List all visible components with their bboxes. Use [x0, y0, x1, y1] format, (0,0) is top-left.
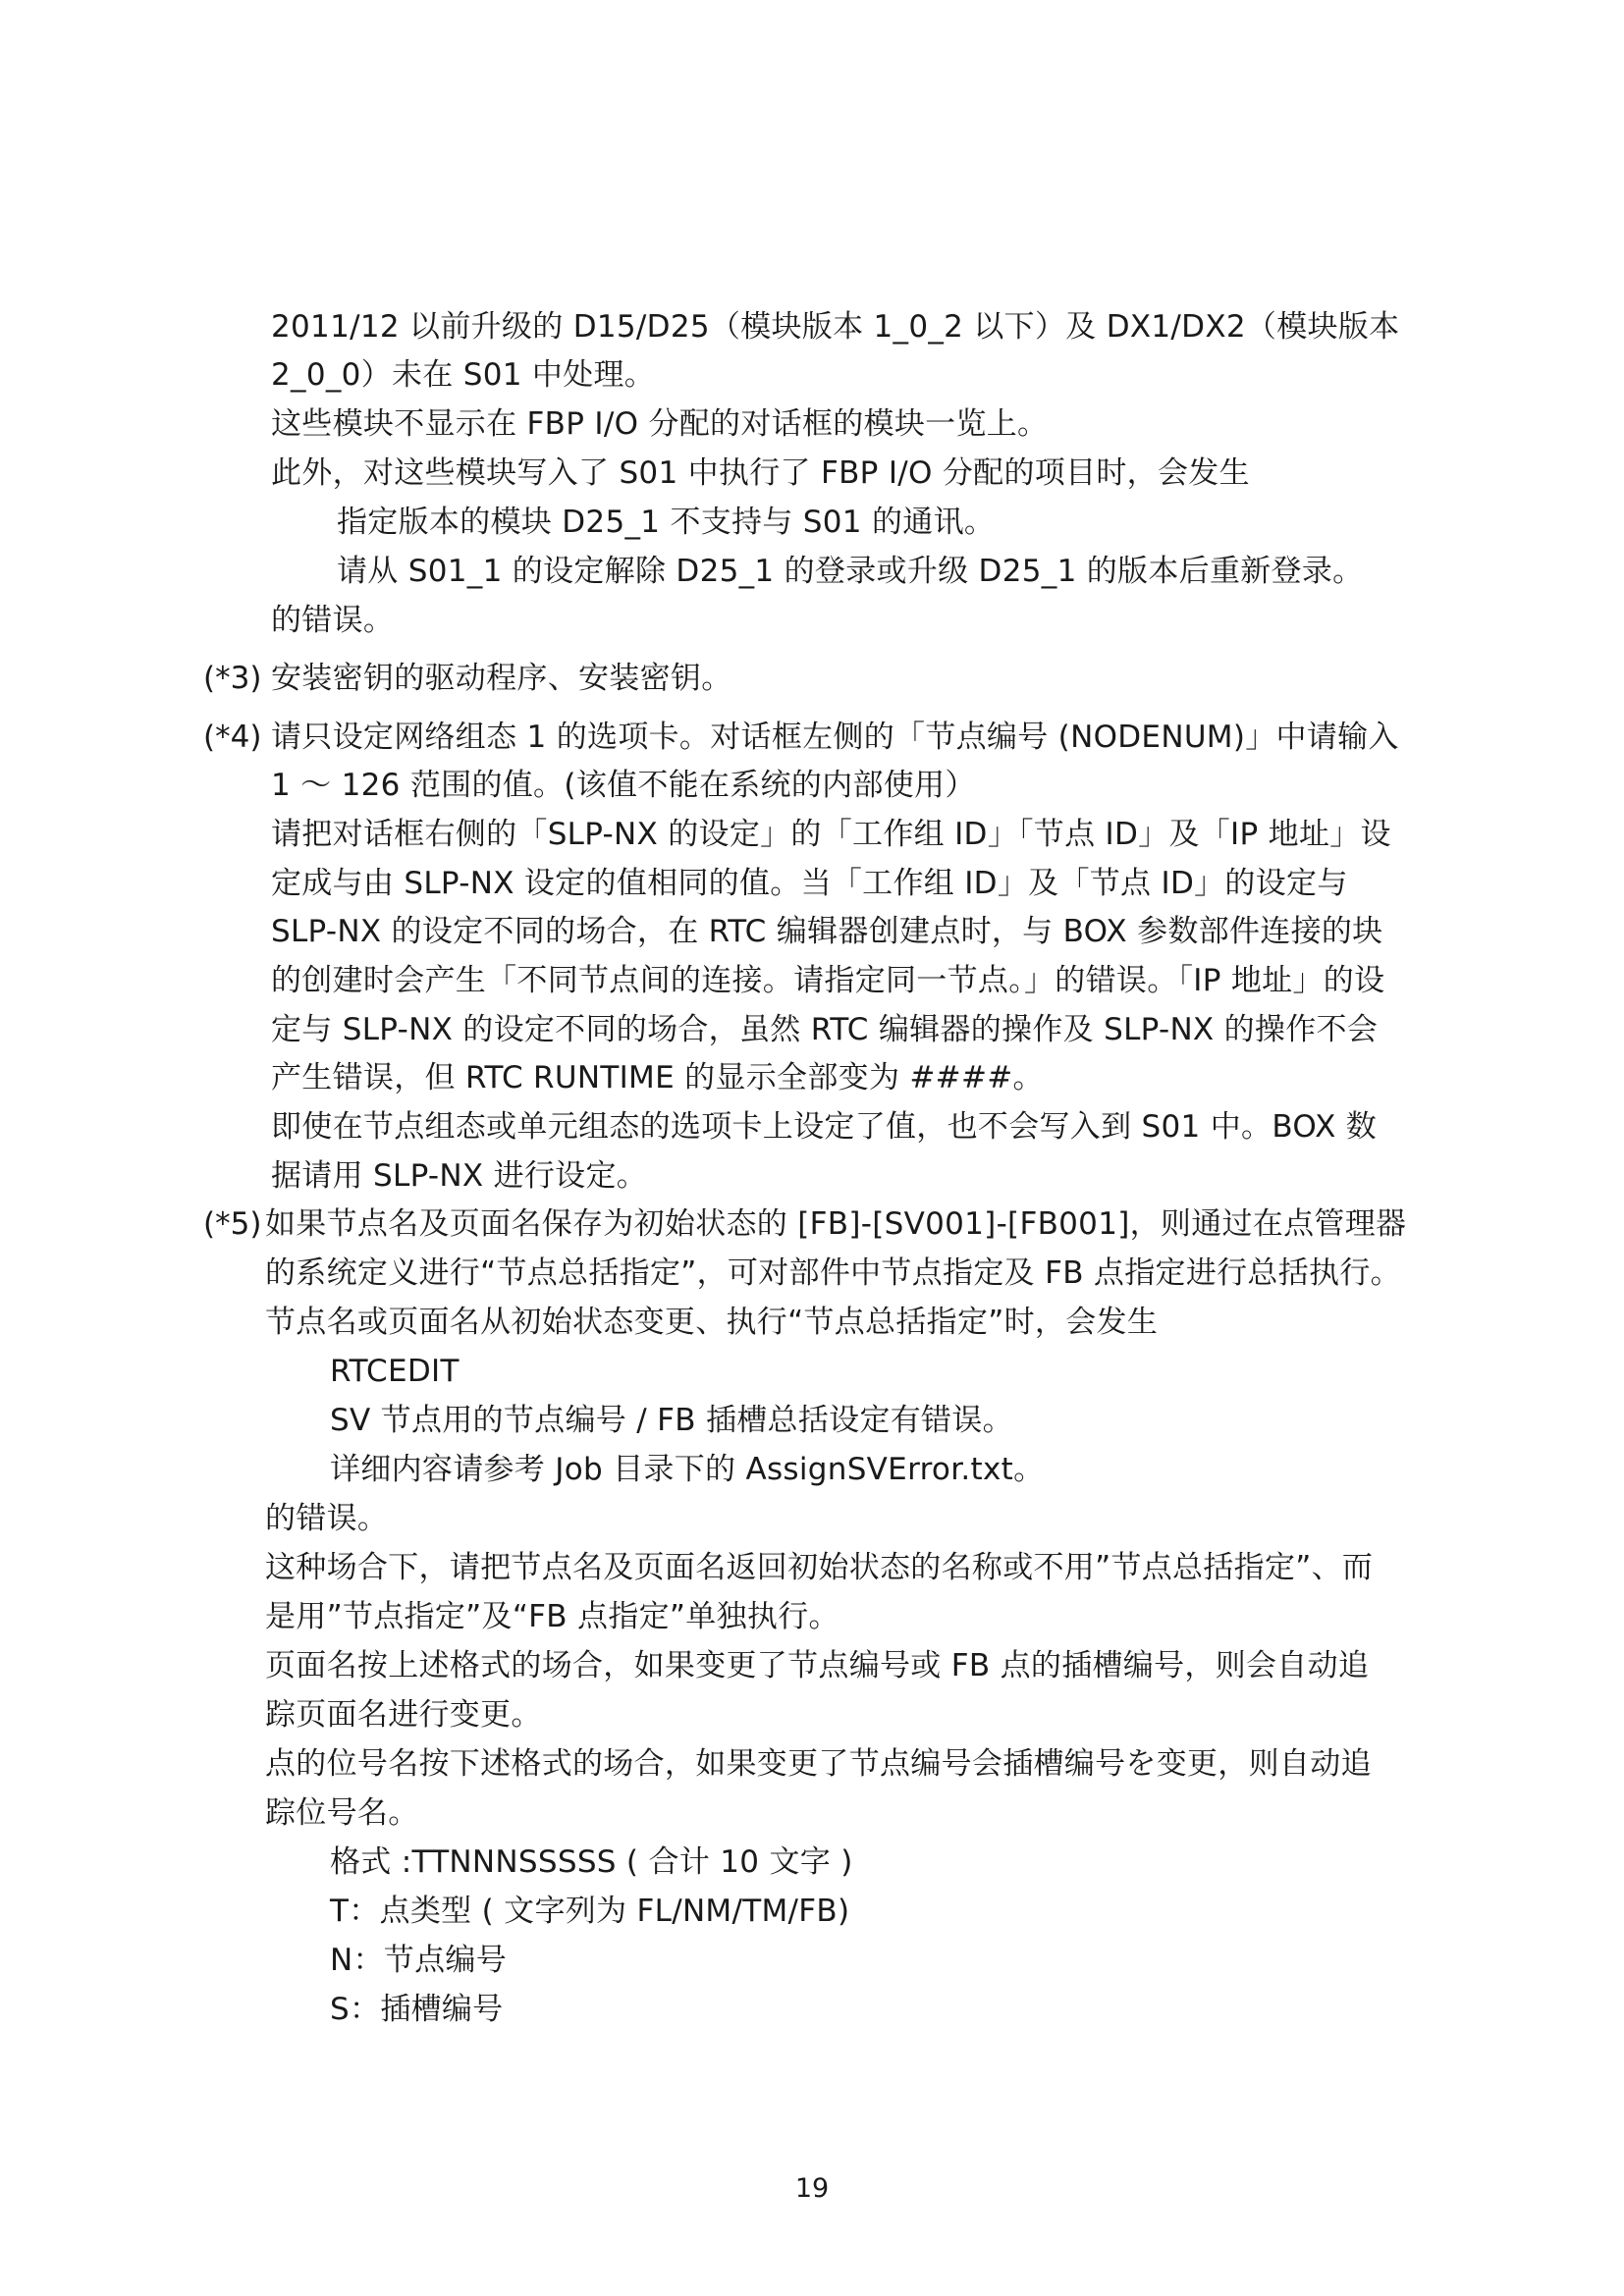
note5-format-line-4: S：插槽编号 — [330, 1992, 504, 2027]
intro-error-line-2: 请从 S01_1 的设定解除 D25_1 的登录或升级 D25_1 的版本后重新登录。 — [337, 554, 1364, 589]
note4-line-8: 产生错误，但 RTC RUNTIME 的显示全部变为 ####。 — [271, 1060, 1044, 1095]
note4-line-1: 请只设定网络组态 1 的选项卡。对话框左侧的「节点编号 (NODENUM)」中请输入 — [271, 720, 1399, 755]
note5-after-line-7: 踪位号名。 — [265, 1795, 419, 1831]
note4-line-4: 定成与由 SLP-NX 设定的值相同的值。当「工作组 ID」及「节点 ID」的设定与 — [271, 866, 1348, 901]
note5-after-line-2: 这种场合下，请把节点名及页面名返回初始状态的名称或不用”节点总括指定”、而 — [265, 1550, 1374, 1585]
intro-line-1: 2011/12 以前升级的 D15/D25（模块版本 1_0_2 以下）及 DX1/DX2（模块版本 — [271, 309, 1400, 345]
intro-line-4: 此外，对这些模块写入了 S01 中执行了 FBP I/O 分配的项目时，会发生 — [271, 455, 1250, 491]
intro-closing: 的错误。 — [271, 603, 395, 638]
note5-after-line-3: 是用”节点指定”及“FB 点指定”单独执行。 — [265, 1599, 839, 1634]
note4-line-9: 即使在节点组态或单元组态的选项卡上设定了值，也不会写入到 S01 中。BOX 数 — [271, 1109, 1378, 1145]
note5-format-line-1: 格式 :TTNNNSSSSS ( 合计 10 文字 ) — [330, 1844, 853, 1880]
intro-line-3: 这些模块不显示在 FBP I/O 分配的对话框的模块一览上。 — [271, 406, 1049, 442]
note4-line-7: 定与 SLP-NX 的设定不同的场合，虽然 RTC 编辑器的操作及 SLP-NX 的操作不会 — [271, 1012, 1379, 1047]
note3-text: 安装密钥的驱动程序、安装密钥。 — [271, 661, 732, 696]
note5-format-line-2: T：点类型 ( 文字列为 FL/NM/TM/FB) — [330, 1894, 850, 1929]
note5-after-line-5: 踪页面名进行变更。 — [265, 1697, 542, 1733]
note5-after-line-1: 的错误。 — [265, 1501, 389, 1536]
note4-line-2: 1 ～ 126 范围的值。(该值不能在系统的内部使用） — [271, 768, 976, 803]
note5-format-line-3: N：节点编号 — [330, 1943, 507, 1978]
note5-label: (*5) — [203, 1206, 262, 1242]
note5-line-1: 如果节点名及页面名保存为初始状态的 [FB]-[SV001]-[FB001]，则通过在点管理器 — [265, 1206, 1407, 1242]
intro-line-2: 2_0_0）未在 S01 中处理。 — [271, 357, 656, 393]
note5-error-line-1: RTCEDIT — [330, 1354, 460, 1389]
note5-error-line-2: SV 节点用的节点编号 / FB 插槽总括设定有错误。 — [330, 1403, 1013, 1438]
note5-error-line-3: 详细内容请参考 Job 目录下的 AssignSVError.txt。 — [330, 1452, 1045, 1487]
note4-line-3: 请把对话框右侧的「SLP-NX 的设定」的「工作组 ID」「节点 ID」及「IP 地址」设 — [271, 817, 1391, 852]
note5-line-2: 的系统定义进行“节点总括指定”，可对部件中节点指定及 FB 点指定进行总括执行。 — [265, 1255, 1401, 1291]
page-number: 19 — [794, 2173, 830, 2204]
note5-after-line-6: 点的位号名按下述格式的场合，如果变更了节点编号会插槽编号を变更，则自动追 — [265, 1746, 1372, 1782]
note3-label: (*3) — [203, 661, 262, 696]
note5-line-3: 节点名或页面名从初始状态变更、执行“节点总括指定”时，会发生 — [265, 1305, 1159, 1340]
note4-label: (*4) — [203, 720, 262, 755]
intro-error-line-1: 指定版本的模块 D25_1 不支持与 S01 的通讯。 — [337, 505, 996, 540]
note5-after-line-4: 页面名按上述格式的场合，如果变更了节点编号或 FB 点的插槽编号，则会自动追 — [265, 1648, 1370, 1683]
note4-line-6: 的创建时会产生「不同节点间的连接。请指定同一节点。」的错误。「IP 地址」的设 — [271, 963, 1385, 998]
note4-line-10: 据请用 SLP-NX 进行设定。 — [271, 1158, 648, 1194]
note4-line-5: SLP-NX 的设定不同的场合，在 RTC 编辑器创建点时，与 BOX 参数部件连接的块 — [271, 914, 1383, 949]
